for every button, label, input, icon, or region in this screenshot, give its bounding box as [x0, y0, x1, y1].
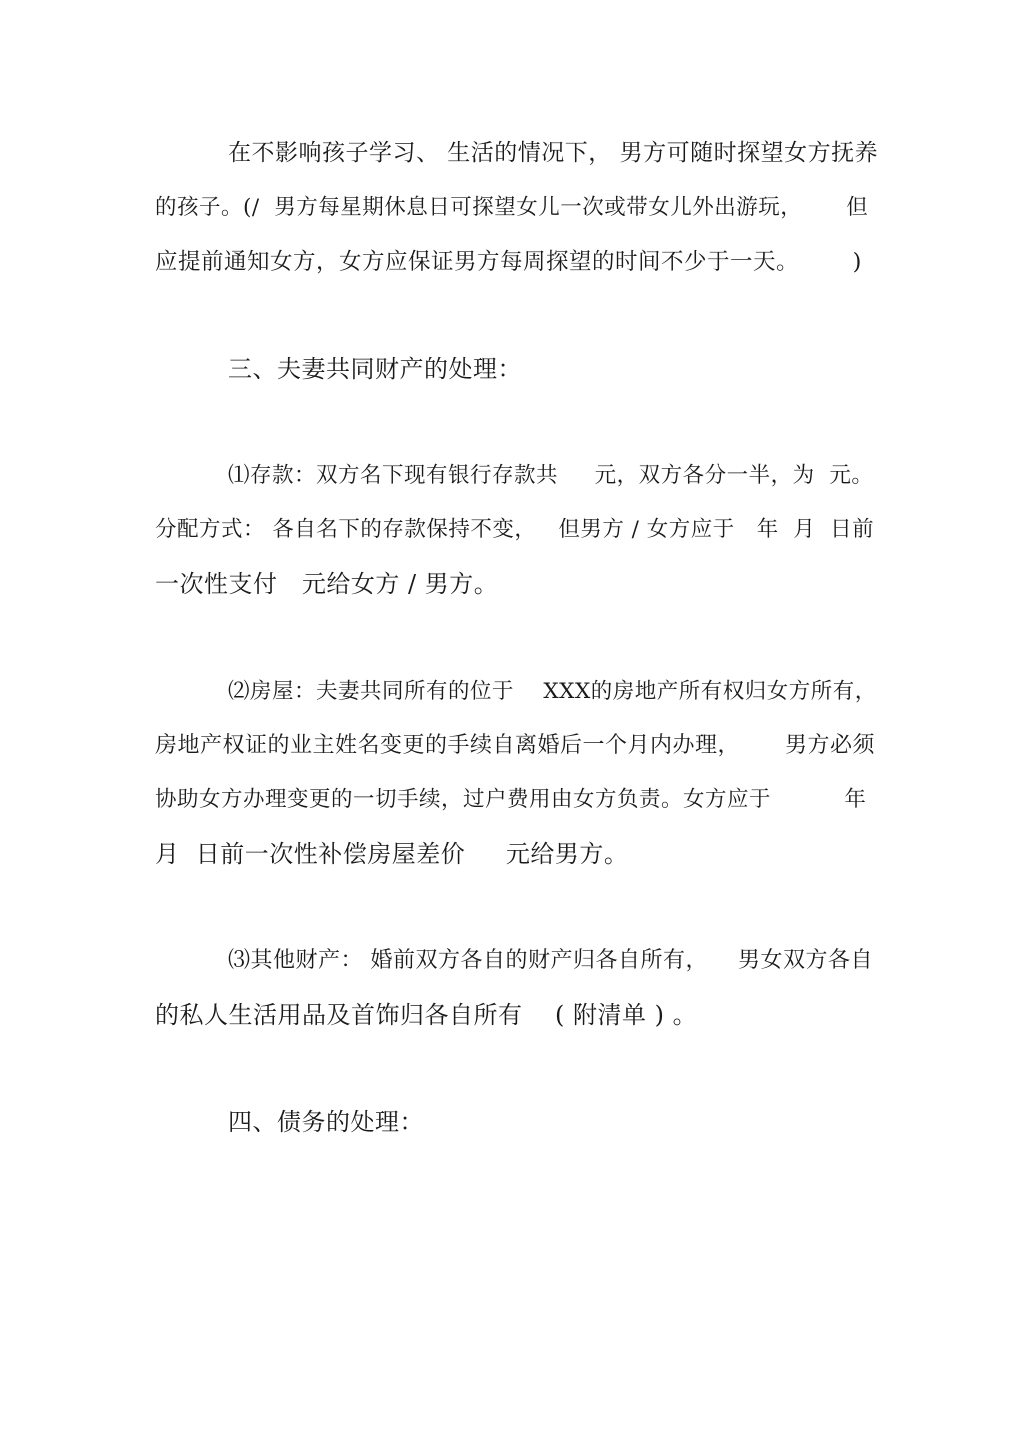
house-line-1: ⑵房屋：夫妻共同所有的位于 XXX的房地产所有权归女方所有，: [228, 679, 877, 704]
visitation-line-2: 的孩子。(/ 男方每星期休息日可探望女儿一次或带女儿外出游玩， 但: [155, 195, 869, 220]
other-property-line-1: ⑶其他财产： 婚前双方各自的财产归各自所有， 男女双方各自: [228, 948, 873, 973]
visitation-line-3: 应提前通知女方，女方应保证男方每周探望的时间不少于一天。 ): [155, 249, 862, 275]
other-property-line-2: 的私人生活用品及首饰归各自所有 ( 附清单 ) 。: [155, 1001, 698, 1029]
section-4-heading: 四、债务的处理：: [228, 1108, 424, 1136]
deposits-line-1: ⑴存款：双方名下现有银行存款共 元，双方各分一半，为 元。: [228, 463, 874, 488]
section-3-heading: 三、夫妻共同财产的处理：: [228, 355, 522, 383]
house-line-3: 协助女方办理变更的一切手续，过户费用由女方负责。女方应于 年: [155, 787, 867, 812]
visitation-line-1: 在不影响孩子学习、 生活的情况下， 男方可随时探望女方抚养: [228, 140, 879, 166]
deposits-line-2: 分配方式： 各自名下的存款保持不变， 但男方 / 女方应于 年 月 日前: [155, 517, 875, 542]
house-line-2: 房地产权证的业主姓名变更的手续自离婚后一个月内办理， 男方必须: [155, 733, 875, 758]
deposits-line-3: 一次性支付 元给女方 / 男方。: [155, 570, 499, 598]
house-line-4: 月 日前一次性补偿房屋差价 元给男方。: [155, 840, 629, 868]
